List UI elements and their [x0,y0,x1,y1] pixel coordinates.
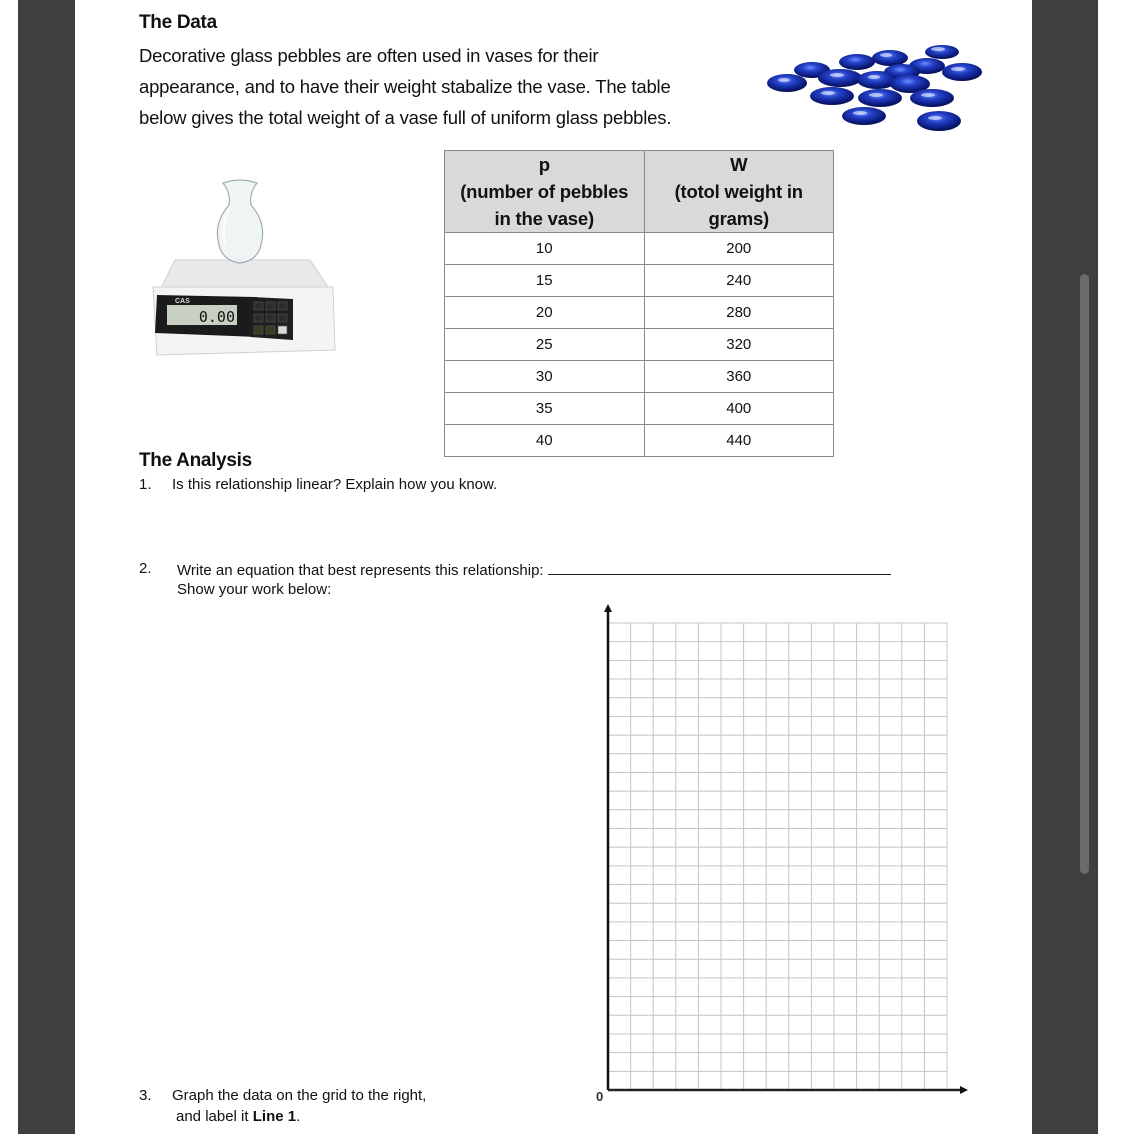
origin-label: 0 [596,1089,604,1104]
scale-with-vase-image [145,175,340,370]
table-row [445,329,834,361]
scale-brand-label: CAS [175,298,190,305]
x-axis-arrow-icon [960,1086,968,1094]
table-header-row [445,151,834,233]
data-heading: The Data [139,12,217,33]
column-header-w [644,151,834,233]
grid-lines [608,623,947,1090]
subtext-suffix: . [296,1108,301,1125]
intro-line: appearance, and to have their weight stabalize the vase. The table [139,76,671,97]
cell-p: 30 [445,361,645,393]
header-line: grams) [708,208,769,229]
cell-p: 20 [445,297,645,329]
line-label-emphasis: Line 1 [252,1108,297,1125]
table-row [445,297,834,329]
cell-w: 280 [644,297,834,329]
question-number: 3. [139,1087,152,1104]
cell-w: 440 [644,425,834,457]
table-row [445,361,834,393]
graph-grid[interactable] [590,598,980,1108]
y-axis-arrow-icon [604,604,612,612]
cell-p: 10 [445,233,645,265]
scale-display-readout: 0.00 [198,308,235,326]
question-subtext [176,1108,300,1125]
pebble-weight-table [444,150,834,457]
header-symbol: W [730,154,748,175]
table-row [445,393,834,425]
cell-p: 15 [445,265,645,297]
question-number: 2. [139,560,152,577]
column-header-p [445,151,645,233]
scrollbar-thumb[interactable] [1080,274,1089,874]
header-symbol: p [538,154,550,175]
header-line: (number of pebbles [460,181,629,202]
subtext-prefix: and label it [176,1108,253,1125]
analysis-heading: The Analysis [139,450,252,471]
question-number: 1. [139,476,152,493]
intro-paragraph [139,40,759,133]
question-text: Write an equation that best represents this relationship: [177,562,544,579]
cell-p: 40 [445,425,645,457]
cell-w: 360 [644,361,834,393]
cell-w: 400 [644,393,834,425]
table-row [445,265,834,297]
question-text: Graph the data on the grid to the right, [172,1087,427,1104]
viewer-background-left [18,0,75,1134]
question-subtext: Show your work below: [177,581,332,598]
cell-w: 200 [644,233,834,265]
intro-line: below gives the total weight of a vase full of uniform glass pebbles. [139,107,672,128]
intro-line: Decorative glass pebbles are often used in vases for their [139,45,599,66]
glass-pebbles-image [762,40,990,140]
answer-blank-line[interactable] [548,560,891,575]
table-row [445,233,834,265]
question-text: Is this relationship linear? Explain how you know. [172,476,498,493]
header-line: in the vase) [494,208,594,229]
cell-w: 240 [644,265,834,297]
header-line: (totol weight in [674,181,803,202]
cell-w: 320 [644,329,834,361]
cell-p: 25 [445,329,645,361]
question-text-line [177,560,891,579]
cell-p: 35 [445,393,645,425]
table-row [445,425,834,457]
